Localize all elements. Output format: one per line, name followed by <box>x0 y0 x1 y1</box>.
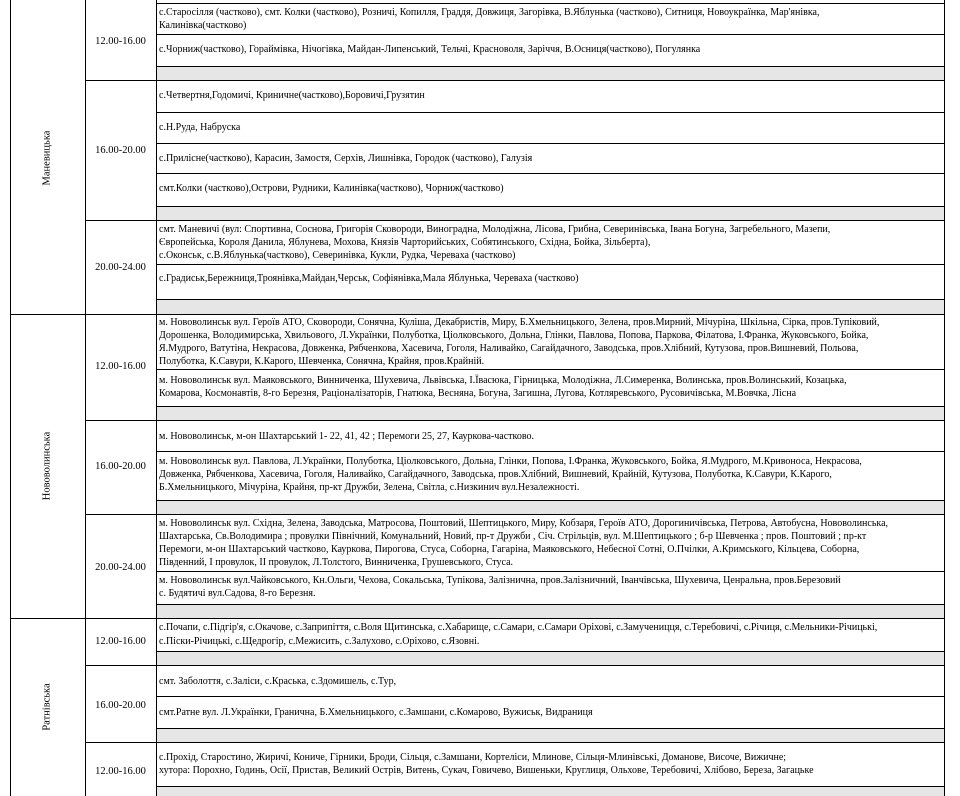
row-line <box>156 3 945 4</box>
settlement-list-line: Полуботка, К.Савури, К.Карого, Шевченка, Сонячна, Крайня, пров.Крайній. <box>159 356 485 367</box>
settlement-list-line: м. Нововолинськ вул. Східна, Зелена, Заводська, Матросова, Поштовий, Шептицького, Миру, Кобзаря, Героїв АТО, Дорогиничівська, Петрова, Автобусна, Нововолинська, <box>159 518 889 529</box>
settlement-list-line: смт.Колки (частково),Острови, Рудники, Калинівка(частково), Чорниж(частково) <box>159 183 504 194</box>
time-slot-label: 16.00-20.00 <box>95 461 146 472</box>
settlement-list-line: с.Чорниж(частково), Гораймівка, Нічогівка, Майдан-Липенський, Тельчі, Красноволя, Заріччя, В.Осниця(частково), Погулянка <box>159 44 701 55</box>
column-divider-district <box>85 0 86 796</box>
row-line <box>156 112 945 113</box>
settlement-list-line: с. Будятичі вул.Садова, 8-го Березня. <box>159 588 316 599</box>
row-line <box>156 34 945 35</box>
row-line <box>156 406 945 407</box>
spacer-row <box>157 500 944 514</box>
spacer-row <box>157 66 944 80</box>
column-divider-time <box>156 0 157 796</box>
row-line <box>156 206 945 207</box>
spacer-row <box>157 604 944 618</box>
time-slot-label: 20.00-24.00 <box>95 562 146 573</box>
settlement-list-line: Довженка, Рябченкова, Хасевича, Гоголя, Наливайко, Сагайдачного, Заводська, пров.Хлібний, Вишневий, Крайній, Кутузова, Полуботка, К.Савури, К.Карого, <box>159 469 832 480</box>
time-slot-label: 16.00-20.00 <box>95 145 146 156</box>
time-slot-label: 20.00-24.00 <box>95 262 146 273</box>
time-slot-label: 12.00-16.00 <box>95 766 146 777</box>
settlement-list-line: с.Н.Руда, Набруска <box>159 122 241 133</box>
settlement-list-line: Дорошенка, Володимирська, Хвильового, Л.Українки, Полуботка, Ціолковського, Дольна, Глінки, Павлова, Попова, Паркова, Філатова, І.Франка, Жуковського, Бойка, <box>159 330 869 341</box>
settlement-list-line: с.Прилісне(частково), Карасин, Замостя, Серхів, Лишнівка, Городок (частково), Галузія <box>159 153 533 164</box>
settlement-list-line: м. Нововолинськ, м-он Шахтарський 1- 22, 41, 42 ; Перемоги 25, 27, Кауркова-частково. <box>159 431 534 442</box>
time-slot-label: 12.00-16.00 <box>95 636 146 647</box>
settlement-list-line: м. Нововолинськ вул. Павлова, Л.Українки, Полуботка, Ціолковського, Дольна, Глінки, Попова, І.Франка, Жуковського, Бойка, Я.Мудрого, М.Кривоноса, Некрасова, <box>159 456 862 467</box>
row-line <box>156 571 945 572</box>
row-line <box>156 604 945 605</box>
settlement-list-line: с.Почапи, с.Підгір'я, с.Окачове, с.Заприпіття, с.Воля Щитинська, с.Хабарище, с.Самари, с.Самари Оріхові, с.Замученицця, с.Теребовичі, с.Річиця, с.Мельники-Річицькі, <box>159 622 878 633</box>
row-line <box>156 500 945 501</box>
settlement-list-line: Калинівка(частково) <box>159 20 247 31</box>
time-separator <box>85 665 945 666</box>
time-separator <box>85 220 945 221</box>
settlement-list-line: смт.Ратне вул. Л.Українки, Гранична, Б.Хмельницького, с.Замшани, с.Комарово, Вужиськ, Видраниця <box>159 707 593 718</box>
table-border-right <box>944 0 945 796</box>
row-line <box>156 728 945 729</box>
time-slot-label: 12.00-16.00 <box>95 361 146 372</box>
settlement-list-line: Комарова, Космонавтів, 8-го Березня, Раціоналізаторів, Гнатюка, Весняна, Богуна, Загишна, Лугова, Котляревського, Русовичівська, М.Вовчка, Лісна <box>159 388 797 399</box>
spacer-row <box>157 406 944 420</box>
row-line <box>156 264 945 265</box>
settlement-list-line: с.Прохід, Старостино, Жиричі, Кониче, Гірники, Броди, Сільця, с.Замшани, Кортеліси, Млинове, Сільця-Млинівські, Доманове, Височе, Вижичне; <box>159 752 787 763</box>
spacer-row <box>157 728 944 742</box>
settlement-list-line: смт. Маневичі (вул: Спортивна, Соснова, Григорія Сковороди, Виноградна, Молодіжна, Лісова, Грибна, Северинівська, Івана Богуна, Загребельного, Мазепи, <box>159 224 831 235</box>
row-line <box>156 651 945 652</box>
table-border-left <box>10 0 11 796</box>
settlement-list-line: хутора: Порохно, Годинь, Осії, Пристав, Великий Острів, Витень, Сукач, Говичево, Вишеньки, Круглиця, Ольхове, Теребовичі, Хлібово, Береза, Загацьке <box>159 765 814 776</box>
row-line <box>156 696 945 697</box>
spacer-row <box>157 299 944 314</box>
settlement-list-line: с.Четвертня,Годомичі, Криничне(частково),Боровичі,Грузятин <box>159 90 425 101</box>
settlement-list-line: Південний, І провулок, ІІ провулок, Л.Толстого, Винниченка, Грушевського, Стуса. <box>159 557 514 568</box>
row-line <box>156 66 945 67</box>
settlement-list-line: м. Нововолинськ вул. Героїв АТО, Сковороди, Сонячна, Куліша, Декабристів, Миру, Б.Хмельницького, Зелена, пров.Мирний, Мічуріна, Шкільна, Сірка, пров.Тупіковий, <box>159 317 880 328</box>
time-separator <box>85 80 945 81</box>
settlement-list-line: м. Нововолинськ вул. Маяковського, Винниченка, Шухевича, Львівська, І.Ївасюка, Гірницька, Молодіжна, Л.Симеренка, Волинська, пров.Волинський, Козацька, <box>159 375 847 386</box>
settlement-list-line: Перемоги, м-он Шахтарський частково, Кауркова, Пирогова, Стуса, Соборна, Гагаріна, Маяковського, Небесної Сотні, О.Пчілки, А.Кримського, Кільцева, Соборна, <box>159 544 860 555</box>
outage-schedule-table: Маневицька Нововолинська Ратнівська 12.00-16.00 16.00-20.00 20.00-24.00 12.00-16.00 16.00-20.00 20.00-24.00 12.00-16.00 16.00-20.00 12.00-16.00 с.Старосілля (частково), смт. Колки (частково), Розничі, Копилля, Граддя, Довжиця, Загорівка, В.Яблунька (частково), Ситниця, Новоукраїнка, Мар'янівка, Калинівка(частково) с.Чорниж(частково), Гораймівка, Нічогівка, Майдан-Липенський, Тельчі, Красноволя, Заріччя, В.Осниця(частково), Погулянка с.Четвертня,Годомичі, Криничне(частково),Боровичі,Грузятин с.Н.Руда, Набруска с.Прилісне(частково), Карасин, Замостя, Серхів, Лишнівка, Городок (частково), Галузія смт.Колки (частково),Острови, Рудники, Калинівка(частково), Чорниж(частково) смт. Маневичі (вул: Спортивна, Соснова, Григорія Сковороди, Виноградна, Молодіжна, Лісова, Грибна, Северинівська, Івана Богуна, Загребельного, Мазепи, Європейська, Короля Данила, Яблунева, Мохова, Князів Чарторийських, Собятинського, Східна, Бойка, Зільберта), с.Оконськ, с.В.Яблунька(частково), Северинівка, Кукли, Рудка, Череваха (частково) с.Градиськ,Бережниця,Троянівка,Майдан,Черськ, Софіянівка,Мала Яблунька, Череваха (частково) м. Нововолинськ вул. Героїв АТО, Сковороди, Сонячна, Куліша, Декабристів, Миру, Б.Хмельницького, Зелена, пров.Мирний, Мічуріна, Шкільна, Сірка, пров.Тупіковий, Дорошенка, Володимирська, Хвильового, Л.Українки, Полуботка, Ціолковського, Дольна, Глінки, Павлова, Попова, Паркова, Філатова, І.Франка, Жуковського, Бойка, Я.Мудрого, Ватутіна, Некрасова, Довженка, Рябченкова, Хасевича, Гоголя, Наливайко, Сагайдачного, Заводська, пров.Хлібний, Кутузова, пров.Вишневий, Польова, Полуботка, К.Савури, К.Карого, Шевченка, Сонячна, Крайня, пров.Крайній. м. Нововолинськ вул. Маяковського, Винниченка, Шухевича, Львівська, І.Ївасюка, Гірницька, Молодіжна, Л.Симеренка, Волинська, пров.Волинський, Козацька, Комарова, Космонавтів, 8-го Березня, Раціоналізаторів, Гнатюка, Весняна, Богуна, Загишна, Лугова, Котляревського, Русовичівська, М.Вовчка, Лісна м. Нововолинськ, м-он Шахтарський 1- 22, 41, 42 ; Перемоги 25, 27, Кауркова-частково. м. Нововолинськ вул. Павлова, Л.Українки, Полуботка, Ціолковського, Дольна, Глінки, Попова, І.Франка, Жуковського, Бойка, Я.Мудрого, М.Кривоноса, Некрасова, Довженка, Рябченкова, Хасевича, Гоголя, Наливайко, Сагайдачного, Заводська, пров.Хлібний, Вишневий, Крайній, Кутузова, Полуботка, К.Савури, К.Карого, Б.Хмельницького, Мічуріна, Крайня, пр-кт Дружби, Зелена, Світла, с.Низкинич вул.Незалежності. м. Нововолинськ вул. Східна, Зелена, Заводська, Матросова, Поштовий, Шептицького, Миру, Кобзаря, Героїв АТО, Дорогиничівська, Петрова, Автобусна, Нововолинська, Шахтарська, Св.Володимира ; провулки Північний, Комунальний, Новий, пр-т Дружби , Січ. Стрільців, вул. М.Шептицького ; б-р Шевченка ; пров. Поштовий ; пр-кт Перемоги, м-он Шахтарський частково, Кауркова, Пирогова, Стуса, Соборна, Гагаріна, Маяковського, Небесної Сотні, О.Пчілки, А.Кримського, Кільцева, Соборна, Південний, І провулок, ІІ провулок, Л.Толстого, Винниченка, Грушевського, Стуса. м. Нововолинськ вул.Чайковського, Кн.Ольги, Чехова, Сокальська, Тупікова, Залізнична, пров.Залізничний, Іванчівська, Шухевича, Ценральна, пров.Березовий с. Будятичі вул.Садова, 8-го Березня. с.Почапи, с.Підгір'я, с.Окачове, с.Заприпіття, с.Воля Щитинська, с.Хабарище, с.Самари, с.Самари Оріхові, с.Замученицця, с.Теребовичі, с.Річиця, с.Мельники-Річицькі, с.Піски-Річицькі, с.Щедрогір, с.Межисить, с.Залухово, с.Оріхово, с.Язовні. смт. Заболоття, с.Заліси, с.Краська, с.Здомишель, с.Тур, смт.Ратне вул. Л.Українки, Гранична, Б.Хмельницького, с.Замшани, с.Комарово, Вужиськ, Видраниця с.Прохід, Старостино, Жиричі, Кониче, Гірники, Броди, Сільця, с.Замшани, Кортеліси, Млинове, Сільця-Млинівські, Доманове, Височе, Вижичне; хутора: Порохно, Годинь, Осії, Пристав, Великий Острів, Витень, Сукач, Говичево, Вишеньки, Круглиця, Ольхове, Теребовичі, Хлібово, Береза, Загацьке <box>0 0 960 796</box>
row-line <box>156 299 945 300</box>
spacer-row <box>157 206 944 220</box>
settlement-list-line: смт. Заболоття, с.Заліси, с.Краська, с.Здомишель, с.Тур, <box>159 676 397 687</box>
settlement-list-line: Європейська, Короля Данила, Яблунева, Мохова, Князів Чарторийських, Собятинського, Східна, Бойка, Зільберта), <box>159 237 651 248</box>
settlement-list-line: Шахтарська, Св.Володимира ; провулки Північний, Комунальний, Новий, пр-т Дружби , Січ. Стрільців, вул. М.Шептицького ; б-р Шевченка ; пров. Поштовий ; пр-кт <box>159 531 867 542</box>
settlement-list-line: с.Градиськ,Бережниця,Троянівка,Майдан,Черськ, Софіянівка,Мала Яблунька, Череваха (частково) <box>159 273 579 284</box>
row-line <box>156 143 945 144</box>
spacer-row <box>157 651 944 665</box>
row-line <box>156 369 945 370</box>
time-separator <box>85 742 945 743</box>
settlement-list-line: с.Оконськ, с.В.Яблунька(частково), Северинівка, Кукли, Рудка, Череваха (частково) <box>159 250 516 261</box>
district-separator <box>10 314 945 315</box>
settlement-list-line: Я.Мудрого, Ватутіна, Некрасова, Довженка, Рябченкова, Хасевича, Гоголя, Наливайко, Сагайдачного, Заводська, пров.Хлібний, Кутузова, пров.Вишневий, Польова, <box>159 343 859 354</box>
settlement-list-line: м. Нововолинськ вул.Чайковського, Кн.Ольги, Чехова, Сокальська, Тупікова, Залізнична, пров.Залізничний, Іванчівська, Шухевича, Ценральна, пров.Березовий <box>159 575 841 586</box>
time-slot-label: 16.00-20.00 <box>95 700 146 711</box>
settlement-list-line: Б.Хмельницького, Мічуріна, Крайня, пр-кт Дружби, Зелена, Світла, с.Низкинич вул.Незалежності. <box>159 482 580 493</box>
settlement-list-line: с.Старосілля (частково), смт. Колки (частково), Розничі, Копилля, Граддя, Довжиця, Загорівка, В.Яблунька (частково), Ситниця, Новоукраїнка, Мар'янівка, <box>159 7 820 18</box>
row-line <box>156 786 945 787</box>
spacer-row <box>157 786 944 796</box>
settlement-list-line: с.Піски-Річицькі, с.Щедрогір, с.Межисить, с.Залухово, с.Оріхово, с.Язовні. <box>159 636 480 647</box>
district-separator <box>10 618 945 619</box>
row-line <box>156 451 945 452</box>
time-separator <box>85 420 945 421</box>
time-slot-label: 12.00-16.00 <box>95 36 146 47</box>
time-separator <box>85 514 945 515</box>
row-line <box>156 173 945 174</box>
